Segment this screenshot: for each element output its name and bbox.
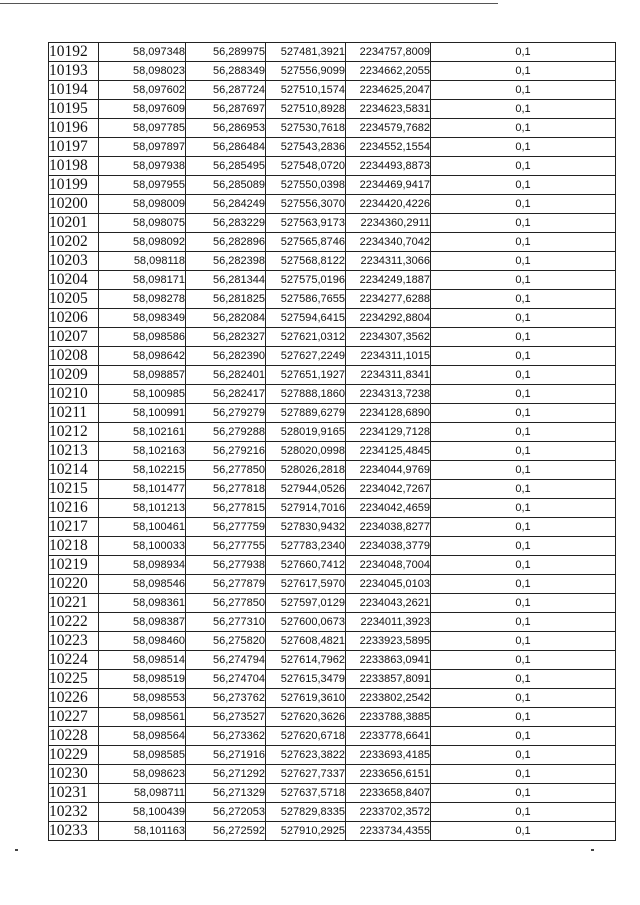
longitude-cell: 56,273527 [186, 708, 266, 727]
coord-y-cell: 2233656,6151 [346, 765, 431, 784]
longitude-cell: 56,277755 [186, 537, 266, 556]
coord-x-cell: 527614,7962 [266, 651, 346, 670]
accuracy-cell: 0,1 [431, 518, 616, 537]
latitude-cell: 58,102161 [99, 423, 186, 442]
longitude-cell: 56,277850 [186, 594, 266, 613]
table-row [49, 309, 616, 328]
point-id-cell: 10214 [49, 461, 99, 480]
table-row [49, 651, 616, 670]
table-row [49, 233, 616, 252]
latitude-cell: 58,098564 [99, 727, 186, 746]
table-row [49, 518, 616, 537]
table-row [49, 43, 616, 62]
longitude-cell: 56,282327 [186, 328, 266, 347]
latitude-cell: 58,098519 [99, 670, 186, 689]
latitude-cell: 58,098642 [99, 347, 186, 366]
coord-y-cell: 2233857,8091 [346, 670, 431, 689]
coord-x-cell: 527543,2836 [266, 138, 346, 157]
accuracy-cell: 0,1 [431, 271, 616, 290]
coord-y-cell: 2234662,2055 [346, 62, 431, 81]
coord-y-cell: 2234277,6288 [346, 290, 431, 309]
point-id-cell: 10211 [49, 404, 99, 423]
point-id-cell: 10229 [49, 746, 99, 765]
coordinates-table [48, 42, 616, 841]
coord-x-cell: 527617,5970 [266, 575, 346, 594]
accuracy-cell: 0,1 [431, 195, 616, 214]
latitude-cell: 58,098075 [99, 214, 186, 233]
coord-y-cell: 2233923,5895 [346, 632, 431, 651]
longitude-cell: 56,271916 [186, 746, 266, 765]
coord-y-cell: 2233702,3572 [346, 803, 431, 822]
point-id-cell: 10203 [49, 252, 99, 271]
accuracy-cell: 0,1 [431, 575, 616, 594]
table-row [49, 670, 616, 689]
latitude-cell: 58,101213 [99, 499, 186, 518]
scan-mark-right [591, 849, 594, 851]
table-row [49, 138, 616, 157]
coordinates-table-body [49, 43, 616, 841]
coord-y-cell: 2234311,8341 [346, 366, 431, 385]
coord-x-cell: 527651,1927 [266, 366, 346, 385]
longitude-cell: 56,274794 [186, 651, 266, 670]
latitude-cell: 58,100033 [99, 537, 186, 556]
accuracy-cell: 0,1 [431, 442, 616, 461]
coord-y-cell: 2234038,8277 [346, 518, 431, 537]
point-id-cell: 10192 [49, 43, 99, 62]
point-id-cell: 10216 [49, 499, 99, 518]
coord-x-cell: 527637,5718 [266, 784, 346, 803]
coord-y-cell: 2234038,3779 [346, 537, 431, 556]
coord-x-cell: 527586,7655 [266, 290, 346, 309]
accuracy-cell: 0,1 [431, 309, 616, 328]
coord-y-cell: 2234420,4226 [346, 195, 431, 214]
longitude-cell: 56,286953 [186, 119, 266, 138]
point-id-cell: 10210 [49, 385, 99, 404]
longitude-cell: 56,282417 [186, 385, 266, 404]
accuracy-cell: 0,1 [431, 784, 616, 803]
longitude-cell: 56,283229 [186, 214, 266, 233]
table-row [49, 385, 616, 404]
longitude-cell: 56,282390 [186, 347, 266, 366]
longitude-cell: 56,277815 [186, 499, 266, 518]
accuracy-cell: 0,1 [431, 385, 616, 404]
accuracy-cell: 0,1 [431, 651, 616, 670]
accuracy-cell: 0,1 [431, 214, 616, 233]
coord-y-cell: 2233778,6641 [346, 727, 431, 746]
accuracy-cell: 0,1 [431, 347, 616, 366]
accuracy-cell: 0,1 [431, 43, 616, 62]
coord-y-cell: 2234552,1554 [346, 138, 431, 157]
accuracy-cell: 0,1 [431, 62, 616, 81]
coord-y-cell: 2234044,9769 [346, 461, 431, 480]
coord-x-cell: 527621,0312 [266, 328, 346, 347]
accuracy-cell: 0,1 [431, 328, 616, 347]
longitude-cell: 56,277818 [186, 480, 266, 499]
point-id-cell: 10218 [49, 537, 99, 556]
table-row [49, 727, 616, 746]
point-id-cell: 10233 [49, 822, 99, 841]
longitude-cell: 56,272592 [186, 822, 266, 841]
longitude-cell: 56,285495 [186, 157, 266, 176]
table-row [49, 347, 616, 366]
longitude-cell: 56,277938 [186, 556, 266, 575]
table-row [49, 537, 616, 556]
accuracy-cell: 0,1 [431, 556, 616, 575]
longitude-cell: 56,286484 [186, 138, 266, 157]
longitude-cell: 56,279279 [186, 404, 266, 423]
point-id-cell: 10197 [49, 138, 99, 157]
coord-x-cell: 527623,3822 [266, 746, 346, 765]
accuracy-cell: 0,1 [431, 461, 616, 480]
latitude-cell: 58,097938 [99, 157, 186, 176]
latitude-cell: 58,097897 [99, 138, 186, 157]
point-id-cell: 10228 [49, 727, 99, 746]
latitude-cell: 58,098171 [99, 271, 186, 290]
accuracy-cell: 0,1 [431, 290, 616, 309]
point-id-cell: 10221 [49, 594, 99, 613]
coord-y-cell: 2233788,3885 [346, 708, 431, 727]
point-id-cell: 10231 [49, 784, 99, 803]
table-row [49, 290, 616, 309]
point-id-cell: 10223 [49, 632, 99, 651]
longitude-cell: 56,273762 [186, 689, 266, 708]
coord-y-cell: 2234292,8804 [346, 309, 431, 328]
point-id-cell: 10226 [49, 689, 99, 708]
accuracy-cell: 0,1 [431, 252, 616, 271]
point-id-cell: 10220 [49, 575, 99, 594]
longitude-cell: 56,287697 [186, 100, 266, 119]
table-row [49, 556, 616, 575]
coord-x-cell: 527914,7016 [266, 499, 346, 518]
latitude-cell: 58,097785 [99, 119, 186, 138]
coord-x-cell: 527783,2340 [266, 537, 346, 556]
point-id-cell: 10222 [49, 613, 99, 632]
coord-x-cell: 528026,2818 [266, 461, 346, 480]
coord-y-cell: 2233734,4355 [346, 822, 431, 841]
table-row [49, 632, 616, 651]
coord-y-cell: 2234129,7128 [346, 423, 431, 442]
coord-y-cell: 2234125,4845 [346, 442, 431, 461]
longitude-cell: 56,282896 [186, 233, 266, 252]
coord-y-cell: 2234625,2047 [346, 81, 431, 100]
accuracy-cell: 0,1 [431, 233, 616, 252]
accuracy-cell: 0,1 [431, 119, 616, 138]
coord-y-cell: 2234043,2621 [346, 594, 431, 613]
latitude-cell: 58,097609 [99, 100, 186, 119]
latitude-cell: 58,098586 [99, 328, 186, 347]
latitude-cell: 58,098585 [99, 746, 186, 765]
point-id-cell: 10208 [49, 347, 99, 366]
accuracy-cell: 0,1 [431, 100, 616, 119]
accuracy-cell: 0,1 [431, 176, 616, 195]
longitude-cell: 56,277879 [186, 575, 266, 594]
coord-x-cell: 527620,6718 [266, 727, 346, 746]
accuracy-cell: 0,1 [431, 803, 616, 822]
point-id-cell: 10205 [49, 290, 99, 309]
point-id-cell: 10232 [49, 803, 99, 822]
table-row [49, 442, 616, 461]
latitude-cell: 58,098711 [99, 784, 186, 803]
table-row [49, 176, 616, 195]
latitude-cell: 58,098387 [99, 613, 186, 632]
coord-y-cell: 2234469,9417 [346, 176, 431, 195]
coord-x-cell: 527550,0398 [266, 176, 346, 195]
table-row [49, 803, 616, 822]
latitude-cell: 58,097955 [99, 176, 186, 195]
coord-y-cell: 2234042,4659 [346, 499, 431, 518]
coord-x-cell: 527627,2249 [266, 347, 346, 366]
point-id-cell: 10209 [49, 366, 99, 385]
latitude-cell: 58,098009 [99, 195, 186, 214]
table-row [49, 575, 616, 594]
accuracy-cell: 0,1 [431, 594, 616, 613]
point-id-cell: 10227 [49, 708, 99, 727]
coord-y-cell: 2234623,5831 [346, 100, 431, 119]
point-id-cell: 10200 [49, 195, 99, 214]
point-id-cell: 10204 [49, 271, 99, 290]
coord-y-cell: 2234307,3562 [346, 328, 431, 347]
coord-x-cell: 527620,3626 [266, 708, 346, 727]
longitude-cell: 56,281825 [186, 290, 266, 309]
table-row [49, 613, 616, 632]
latitude-cell: 58,098546 [99, 575, 186, 594]
coord-y-cell: 2234011,3923 [346, 613, 431, 632]
point-id-cell: 10199 [49, 176, 99, 195]
latitude-cell: 58,098561 [99, 708, 186, 727]
accuracy-cell: 0,1 [431, 689, 616, 708]
point-id-cell: 10219 [49, 556, 99, 575]
latitude-cell: 58,098361 [99, 594, 186, 613]
coord-y-cell: 2234311,1015 [346, 347, 431, 366]
latitude-cell: 58,098092 [99, 233, 186, 252]
point-id-cell: 10215 [49, 480, 99, 499]
latitude-cell: 58,097348 [99, 43, 186, 62]
coord-x-cell: 527600,0673 [266, 613, 346, 632]
latitude-cell: 58,098118 [99, 252, 186, 271]
accuracy-cell: 0,1 [431, 366, 616, 385]
coord-x-cell: 527829,8335 [266, 803, 346, 822]
table-row [49, 480, 616, 499]
point-id-cell: 10202 [49, 233, 99, 252]
longitude-cell: 56,289975 [186, 43, 266, 62]
coord-y-cell: 2234360,2911 [346, 214, 431, 233]
point-id-cell: 10193 [49, 62, 99, 81]
coord-y-cell: 2234313,7238 [346, 385, 431, 404]
coord-x-cell: 527568,8122 [266, 252, 346, 271]
coord-x-cell: 527615,3479 [266, 670, 346, 689]
coord-x-cell: 527575,0196 [266, 271, 346, 290]
coord-x-cell: 527556,9099 [266, 62, 346, 81]
longitude-cell: 56,277759 [186, 518, 266, 537]
table-row [49, 499, 616, 518]
point-id-cell: 10213 [49, 442, 99, 461]
accuracy-cell: 0,1 [431, 613, 616, 632]
coord-x-cell: 527594,6415 [266, 309, 346, 328]
accuracy-cell: 0,1 [431, 670, 616, 689]
coord-x-cell: 527660,7412 [266, 556, 346, 575]
table-row [49, 423, 616, 442]
table-row [49, 119, 616, 138]
coord-y-cell: 2234128,6890 [346, 404, 431, 423]
table-row [49, 328, 616, 347]
longitude-cell: 56,282398 [186, 252, 266, 271]
longitude-cell: 56,279288 [186, 423, 266, 442]
coord-x-cell: 527830,9432 [266, 518, 346, 537]
accuracy-cell: 0,1 [431, 822, 616, 841]
coord-y-cell: 2234493,8873 [346, 157, 431, 176]
latitude-cell: 58,100439 [99, 803, 186, 822]
accuracy-cell: 0,1 [431, 746, 616, 765]
latitude-cell: 58,098023 [99, 62, 186, 81]
longitude-cell: 56,275820 [186, 632, 266, 651]
coord-x-cell: 527530,7618 [266, 119, 346, 138]
table-row [49, 746, 616, 765]
latitude-cell: 58,100461 [99, 518, 186, 537]
coord-x-cell: 527627,7337 [266, 765, 346, 784]
longitude-cell: 56,272053 [186, 803, 266, 822]
longitude-cell: 56,273362 [186, 727, 266, 746]
accuracy-cell: 0,1 [431, 138, 616, 157]
coord-x-cell: 527563,9173 [266, 214, 346, 233]
latitude-cell: 58,097602 [99, 81, 186, 100]
point-id-cell: 10198 [49, 157, 99, 176]
latitude-cell: 58,100991 [99, 404, 186, 423]
table-row [49, 461, 616, 480]
coord-x-cell: 527944,0526 [266, 480, 346, 499]
point-id-cell: 10194 [49, 81, 99, 100]
table-row [49, 708, 616, 727]
latitude-cell: 58,101477 [99, 480, 186, 499]
latitude-cell: 58,098934 [99, 556, 186, 575]
point-id-cell: 10207 [49, 328, 99, 347]
table-row [49, 62, 616, 81]
coord-y-cell: 2233658,8407 [346, 784, 431, 803]
latitude-cell: 58,098278 [99, 290, 186, 309]
table-row [49, 100, 616, 119]
table-row [49, 594, 616, 613]
coord-x-cell: 527597,0129 [266, 594, 346, 613]
accuracy-cell: 0,1 [431, 423, 616, 442]
longitude-cell: 56,285089 [186, 176, 266, 195]
coord-x-cell: 527608,4821 [266, 632, 346, 651]
point-id-cell: 10224 [49, 651, 99, 670]
latitude-cell: 58,098857 [99, 366, 186, 385]
longitude-cell: 56,282401 [186, 366, 266, 385]
accuracy-cell: 0,1 [431, 480, 616, 499]
scan-mark-left [15, 849, 18, 851]
point-id-cell: 10195 [49, 100, 99, 119]
point-id-cell: 10212 [49, 423, 99, 442]
latitude-cell: 58,098514 [99, 651, 186, 670]
latitude-cell: 58,102163 [99, 442, 186, 461]
accuracy-cell: 0,1 [431, 708, 616, 727]
coord-y-cell: 2233863,0941 [346, 651, 431, 670]
longitude-cell: 56,288349 [186, 62, 266, 81]
table-row [49, 822, 616, 841]
coord-x-cell: 527548,0720 [266, 157, 346, 176]
longitude-cell: 56,271329 [186, 784, 266, 803]
point-id-cell: 10201 [49, 214, 99, 233]
coord-x-cell: 528019,9165 [266, 423, 346, 442]
table-row [49, 784, 616, 803]
coord-y-cell: 2234579,7682 [346, 119, 431, 138]
coord-x-cell: 527889,6279 [266, 404, 346, 423]
point-id-cell: 10230 [49, 765, 99, 784]
coord-y-cell: 2234340,7042 [346, 233, 431, 252]
longitude-cell: 56,279216 [186, 442, 266, 461]
latitude-cell: 58,098460 [99, 632, 186, 651]
coord-x-cell: 527910,2925 [266, 822, 346, 841]
coord-x-cell: 527888,1860 [266, 385, 346, 404]
table-row [49, 214, 616, 233]
coord-x-cell: 527619,3610 [266, 689, 346, 708]
latitude-cell: 58,098553 [99, 689, 186, 708]
coord-x-cell: 527556,3070 [266, 195, 346, 214]
longitude-cell: 56,284249 [186, 195, 266, 214]
longitude-cell: 56,282084 [186, 309, 266, 328]
accuracy-cell: 0,1 [431, 499, 616, 518]
coord-y-cell: 2234048,7004 [346, 556, 431, 575]
table-row [49, 366, 616, 385]
table-row [49, 157, 616, 176]
coord-x-cell: 528020,0998 [266, 442, 346, 461]
table-row [49, 271, 616, 290]
latitude-cell: 58,102215 [99, 461, 186, 480]
latitude-cell: 58,098623 [99, 765, 186, 784]
longitude-cell: 56,274704 [186, 670, 266, 689]
point-id-cell: 10206 [49, 309, 99, 328]
accuracy-cell: 0,1 [431, 765, 616, 784]
latitude-cell: 58,098349 [99, 309, 186, 328]
accuracy-cell: 0,1 [431, 632, 616, 651]
point-id-cell: 10225 [49, 670, 99, 689]
table-row [49, 195, 616, 214]
table-row [49, 689, 616, 708]
coord-x-cell: 527510,1574 [266, 81, 346, 100]
coord-x-cell: 527565,8746 [266, 233, 346, 252]
coord-y-cell: 2234757,8009 [346, 43, 431, 62]
coord-y-cell: 2234311,3066 [346, 252, 431, 271]
table-row [49, 765, 616, 784]
point-id-cell: 10217 [49, 518, 99, 537]
longitude-cell: 56,287724 [186, 81, 266, 100]
coord-y-cell: 2234249,1887 [346, 271, 431, 290]
top-rule [0, 3, 498, 4]
table-row [49, 404, 616, 423]
table-row [49, 252, 616, 271]
table-row [49, 81, 616, 100]
latitude-cell: 58,101163 [99, 822, 186, 841]
accuracy-cell: 0,1 [431, 404, 616, 423]
longitude-cell: 56,281344 [186, 271, 266, 290]
point-id-cell: 10196 [49, 119, 99, 138]
coord-x-cell: 527481,3921 [266, 43, 346, 62]
longitude-cell: 56,277310 [186, 613, 266, 632]
accuracy-cell: 0,1 [431, 537, 616, 556]
coord-y-cell: 2233802,2542 [346, 689, 431, 708]
latitude-cell: 58,100985 [99, 385, 186, 404]
coord-x-cell: 527510,8928 [266, 100, 346, 119]
coord-y-cell: 2234042,7267 [346, 480, 431, 499]
longitude-cell: 56,271292 [186, 765, 266, 784]
coord-y-cell: 2233693,4185 [346, 746, 431, 765]
coord-y-cell: 2234045,0103 [346, 575, 431, 594]
accuracy-cell: 0,1 [431, 157, 616, 176]
accuracy-cell: 0,1 [431, 727, 616, 746]
accuracy-cell: 0,1 [431, 81, 616, 100]
longitude-cell: 56,277850 [186, 461, 266, 480]
